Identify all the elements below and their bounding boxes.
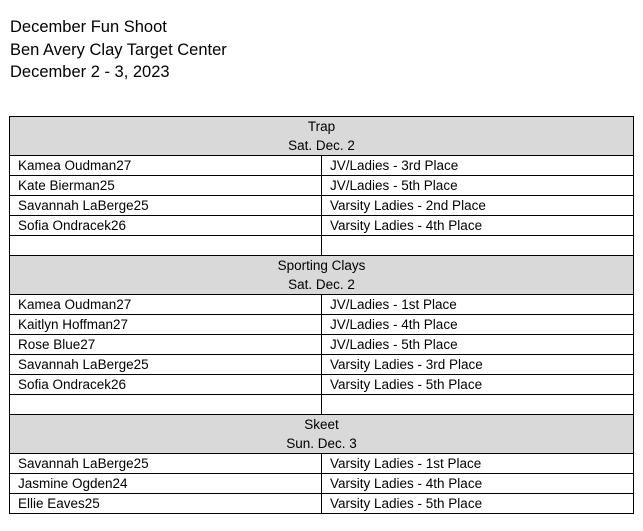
athlete-name: Rose Blue27 xyxy=(10,335,322,355)
placement: Varsity Ladies - 3rd Place xyxy=(322,355,634,375)
athlete-name: Jasmine Ogden24 xyxy=(10,474,322,494)
athlete-name: Sofia Ondracek26 xyxy=(10,216,322,236)
placement: JV/Ladies - 5th Place xyxy=(322,176,634,196)
placement: Varsity Ladies - 2nd Place xyxy=(322,196,634,216)
section-discipline: Trap xyxy=(307,119,336,134)
section-date: Sat. Dec. 2 xyxy=(288,277,355,292)
placement: Varsity Ladies - 4th Place xyxy=(322,474,634,494)
table-row xyxy=(10,355,634,375)
athlete-name: Sofia Ondracek26 xyxy=(10,375,322,395)
placement: JV/Ladies - 5th Place xyxy=(322,335,634,355)
section-header-sporting-clays xyxy=(10,256,634,295)
table-row xyxy=(10,315,634,335)
athlete-name: Kate Bierman25 xyxy=(10,176,322,196)
event-title: December Fun Shoot xyxy=(10,18,167,36)
placement: Varsity Ladies - 4th Place xyxy=(322,216,634,236)
section-date: Sun. Dec. 3 xyxy=(286,436,357,451)
table-row xyxy=(10,295,634,315)
spacer-row xyxy=(10,236,634,256)
athlete-name: Ellie Eaves25 xyxy=(10,494,322,514)
document-header xyxy=(10,16,227,84)
table-row xyxy=(10,494,634,514)
placement: JV/Ladies - 3rd Place xyxy=(322,156,634,176)
athlete-name: Kaitlyn Hoffman27 xyxy=(10,315,322,335)
results-table xyxy=(9,116,634,514)
event-dates: December 2 - 3, 2023 xyxy=(10,63,170,81)
section-discipline: Sporting Clays xyxy=(277,258,366,273)
table-row xyxy=(10,375,634,395)
section-header-skeet xyxy=(10,415,634,454)
venue-name: Ben Avery Clay Target Center xyxy=(10,40,227,59)
table-row xyxy=(10,216,634,236)
table-row xyxy=(10,474,634,494)
table-row xyxy=(10,335,634,355)
spacer-row xyxy=(10,395,634,415)
athlete-name: Savannah LaBerge25 xyxy=(10,454,322,474)
placement: Varsity Ladies - 1st Place xyxy=(322,454,634,474)
section-discipline: Skeet xyxy=(304,417,339,432)
athlete-name: Kamea Oudman27 xyxy=(10,295,322,315)
table-row xyxy=(10,176,634,196)
placement: Varsity Ladies - 5th Place xyxy=(322,375,634,395)
table-row xyxy=(10,454,634,474)
section-date: Sat. Dec. 2 xyxy=(288,138,355,153)
placement: JV/Ladies - 4th Place xyxy=(322,315,634,335)
athlete-name: Kamea Oudman27 xyxy=(10,156,322,176)
section-header-trap xyxy=(10,117,634,156)
athlete-name: Savannah LaBerge25 xyxy=(10,355,322,375)
table-row xyxy=(10,196,634,216)
placement: Varsity Ladies - 5th Place xyxy=(322,494,634,514)
table-row xyxy=(10,156,634,176)
athlete-name: Savannah LaBerge25 xyxy=(10,196,322,216)
placement: JV/Ladies - 1st Place xyxy=(322,295,634,315)
